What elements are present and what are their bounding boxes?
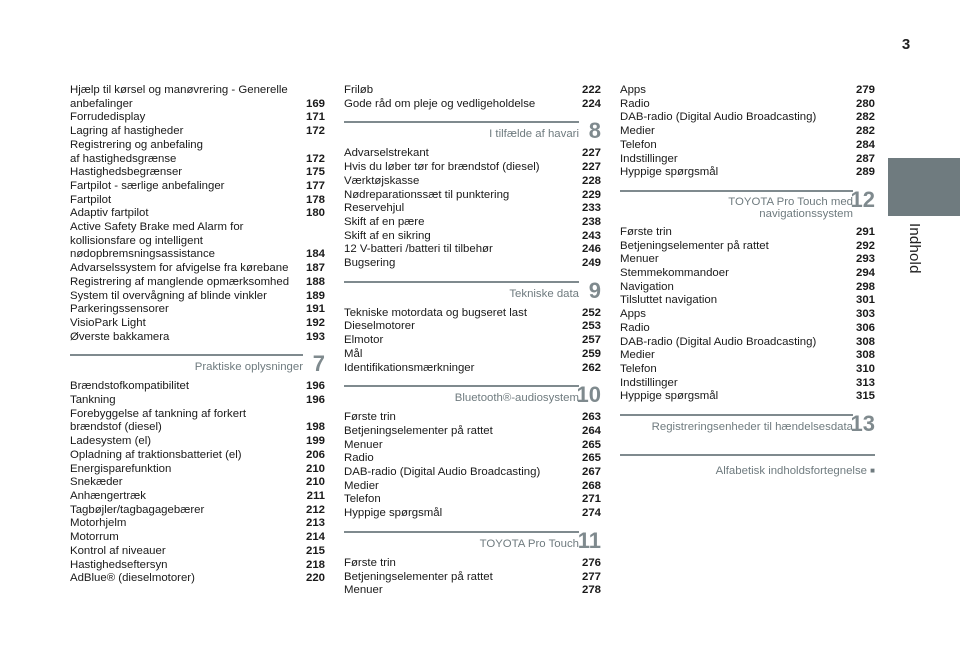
toc-entry-page: 206 [305, 448, 325, 461]
toc-entry-page: 282 [855, 125, 875, 138]
toc-entry-page: 215 [305, 544, 325, 557]
toc-entry-title: Friløb [344, 84, 374, 96]
chapter-number: 8 [588, 118, 601, 144]
chapter-tab-marker [888, 158, 960, 216]
toc-entry-title: Første trin [344, 411, 396, 424]
toc-entry-title: Bugsering [344, 257, 396, 270]
toc-entry-title: System til overvågning af blinde vinkler [70, 289, 267, 302]
toc-entry-page: 263 [581, 411, 601, 424]
toc-entry-title: Fartpilot - særlige anbefalinger [70, 179, 225, 192]
toc-entry[interactable] [620, 166, 875, 180]
toc-entry-title: Hyppige spørgsmål [620, 166, 719, 179]
chapter-number: 7 [312, 351, 325, 377]
toc-entry-page: 293 [855, 253, 875, 266]
toc-entry-page: 175 [305, 166, 325, 179]
toc-entry[interactable] [620, 377, 875, 391]
chapter-header[interactable] [620, 188, 875, 226]
chapter-title: Registreringsenheder til hændelsesdata [651, 421, 853, 434]
chapter-number: 13 [850, 411, 875, 437]
chapter-title: I tilfælde af havari [489, 128, 579, 141]
toc-entry-title: Apps [620, 308, 646, 321]
toc-entry-page: 303 [855, 308, 875, 321]
chapter-divider [620, 414, 853, 416]
toc-entry-page: 224 [581, 97, 601, 110]
toc-entry-title: 12 V-batteri /batteri til tilbehør [344, 243, 493, 256]
toc-entry[interactable] [344, 202, 601, 216]
toc-entry-title: Motorhjelm [70, 517, 127, 530]
toc-entry[interactable] [70, 139, 325, 166]
toc-entry-title: Elmotor [344, 334, 384, 347]
toc-entry[interactable] [344, 507, 601, 521]
toc-entry-title: Hastighedseftersyn [70, 558, 168, 571]
toc-entry-page: 308 [855, 335, 875, 348]
toc-entry-title: Mål [344, 347, 363, 360]
chapter-divider [344, 121, 579, 123]
toc-entry-page: 306 [855, 321, 875, 334]
toc-entry-page: 274 [581, 507, 601, 520]
toc-entry[interactable] [70, 504, 325, 518]
toc-entry[interactable] [620, 98, 875, 112]
chapter-title: Tekniske data [509, 287, 579, 300]
toc-entry[interactable] [344, 557, 601, 571]
alphabetical-index-header[interactable] [620, 452, 875, 480]
toc-entry[interactable] [620, 253, 875, 267]
toc-entry[interactable] [70, 290, 325, 304]
toc-entry-page: 279 [855, 84, 875, 96]
toc-entry-title: Medier [344, 479, 379, 492]
toc-entry-page: 210 [305, 476, 325, 489]
toc-entry-page: 228 [581, 174, 601, 187]
chapter-header[interactable] [344, 279, 601, 307]
toc-entry[interactable] [344, 243, 601, 257]
toc-column-1 [70, 84, 325, 586]
toc-entry-title: Betjeningselementer på rattet [344, 570, 493, 583]
toc-entry-page: 199 [305, 435, 325, 448]
toc-entry-page: 227 [581, 147, 601, 160]
toc-entry-title: Tankning [70, 394, 116, 407]
chapter-number: 12 [850, 186, 875, 212]
toc-entry-title: Stemmekommandoer [620, 267, 729, 280]
toc-entry-title: VisioPark Light [70, 316, 146, 329]
toc-entry-title: Radio [620, 321, 650, 334]
toc-entry-page: 211 [306, 489, 325, 502]
toc-entry-page: 192 [305, 316, 325, 329]
toc-entry-page: 178 [305, 193, 325, 206]
toc-entry-page: 188 [305, 275, 325, 288]
toc-entry-title: Anhængertræk [70, 489, 146, 502]
toc-entry[interactable] [344, 216, 601, 230]
toc-entry-page: 282 [855, 111, 875, 124]
toc-entry[interactable] [344, 480, 601, 494]
toc-entry-title: Lagring af hastigheder [70, 125, 184, 138]
toc-entry-page: 308 [855, 349, 875, 362]
toc-entry-page: 233 [581, 202, 601, 215]
toc-entry[interactable] [344, 571, 601, 585]
toc-entry-page: 196 [305, 394, 325, 407]
toc-entry-title: Første trin [344, 556, 396, 569]
toc-entry-page: 229 [581, 188, 601, 201]
toc-entry-page: 212 [305, 503, 325, 516]
chapter-header[interactable] [344, 119, 601, 147]
toc-entry[interactable] [70, 111, 325, 125]
toc-entry[interactable] [70, 463, 325, 477]
toc-entry-page: 184 [305, 248, 325, 261]
toc-entry[interactable] [620, 336, 875, 350]
toc-entry-title: Menuer [344, 438, 383, 451]
toc-entry-title: Advarselstrekant [344, 147, 429, 160]
toc-entry-page: 252 [581, 306, 601, 319]
toc-entry-page: 243 [581, 229, 601, 242]
toc-entry-title: Snekæder [70, 476, 123, 489]
toc-entry-title: Værktøjskasse [344, 174, 420, 187]
toc-entry-title: Radio [620, 97, 650, 110]
toc-entry-title: Menuer [620, 253, 659, 266]
toc-entry-page: 301 [855, 294, 875, 307]
toc-entry-title: Indstillinger [620, 376, 678, 389]
toc-entry-page: 257 [581, 334, 601, 347]
toc-entry[interactable] [620, 139, 875, 153]
toc-entry-title: DAB-radio (Digital Audio Broadcasting) [344, 466, 541, 479]
toc-entry[interactable] [344, 147, 601, 161]
toc-entry-title: Betjeningselementer på rattet [620, 239, 769, 252]
toc-entry[interactable] [70, 276, 325, 290]
toc-entry[interactable] [344, 307, 601, 321]
toc-entry-page: 238 [581, 215, 601, 228]
toc-entry-title: Identifikationsmærkninger [344, 361, 475, 374]
toc-entry-page: 268 [581, 479, 601, 492]
toc-entry-title: Ladesystem (el) [70, 435, 152, 448]
toc-entry-page: 222 [581, 84, 601, 96]
toc-entry-title: Advarselssystem for afvigelse fra kørebane [70, 262, 289, 275]
toc-entry[interactable] [344, 257, 601, 271]
toc-entry-title: Øverste bakkamera [70, 330, 170, 343]
toc-entry-page: 292 [855, 239, 875, 252]
toc-entry-title: Forebyggelse af tankning af forkert brændstof (diesel) [70, 407, 247, 434]
toc-entry-page: 276 [581, 556, 601, 569]
toc-entry-page: 249 [581, 257, 601, 270]
toc-entry-title: Navigation [620, 280, 674, 293]
toc-entry-title: Første trin [620, 225, 672, 238]
toc-entry-title: DAB-radio (Digital Audio Broadcasting) [620, 111, 817, 124]
toc-entry-page: 210 [305, 462, 325, 475]
toc-entry-title: DAB-radio (Digital Audio Broadcasting) [620, 335, 817, 348]
toc-entry-page: 291 [855, 225, 875, 238]
toc-entry-title: Forrudedisplay [70, 111, 146, 124]
chapter-divider [344, 531, 579, 533]
toc-entry[interactable] [620, 84, 875, 98]
toc-entry[interactable] [344, 189, 601, 203]
chapter-tab-label: Indhold [906, 223, 923, 274]
toc-entry-page: 171 [305, 111, 325, 124]
toc-entry-title: Parkeringssensorer [70, 303, 169, 316]
toc-entry[interactable] [70, 380, 325, 394]
toc-entry-page: 310 [855, 362, 875, 375]
toc-entry-title: Registrering af manglende opmærksomhed [70, 275, 290, 288]
toc-entry[interactable] [70, 408, 325, 435]
toc-entry-title: Medier [620, 349, 655, 362]
toc-entry-page: 265 [581, 438, 601, 451]
toc-entry-page: 191 [305, 303, 325, 316]
toc-entry-title: Opladning af traktionsbatteriet (el) [70, 448, 242, 461]
toc-entry[interactable] [344, 334, 601, 348]
toc-entry-title: Kontrol af niveauer [70, 544, 166, 557]
chapter-header[interactable] [344, 383, 601, 411]
toc-entry-page: 262 [581, 361, 601, 374]
toc-entry-page: 169 [305, 97, 325, 110]
toc-entry-page: 227 [581, 161, 601, 174]
toc-entry[interactable] [70, 449, 325, 463]
toc-entry[interactable] [70, 476, 325, 490]
toc-entry[interactable] [620, 125, 875, 139]
toc-entry-title: Adaptiv fartpilot [70, 207, 149, 220]
toc-entry-title: Nødreparationssæt til punktering [344, 188, 510, 201]
toc-entry[interactable] [70, 517, 325, 531]
chapter-title: Praktiske oplysninger [194, 361, 303, 374]
chapter-title: Bluetooth®-audiosystem [454, 392, 579, 405]
toc-entry-page: 280 [855, 97, 875, 110]
toc-entry-title: Medier [620, 125, 655, 138]
chapter-header[interactable] [620, 412, 875, 440]
chapter-title: TOYOTA Pro Touch [479, 537, 579, 550]
toc-entry-page: 253 [581, 320, 601, 333]
toc-entry-page: 271 [581, 493, 601, 506]
toc-entry[interactable] [344, 452, 601, 466]
toc-entry-title: Skift af en pære [344, 215, 425, 228]
toc-entry-title: Motorrum [70, 531, 119, 544]
chapter-divider [620, 190, 853, 192]
toc-entry-title: Active Safety Brake med Alarm for kollisionsfare og intelligent nødopbremsningsassistance [70, 221, 244, 261]
toc-entry-page: 265 [581, 452, 601, 465]
toc-entry-page: 220 [305, 572, 325, 585]
toc-entry-page: 294 [855, 267, 875, 280]
toc-entry-page: 315 [855, 390, 875, 403]
toc-entry-title: AdBlue® (dieselmotorer) [70, 572, 195, 585]
chapter-divider [620, 454, 875, 456]
toc-entry-title: Telefon [620, 362, 657, 375]
toc-entry[interactable] [70, 166, 325, 180]
toc-entry[interactable] [70, 559, 325, 573]
toc-entry[interactable] [344, 439, 601, 453]
toc-entry-page: 278 [581, 584, 601, 597]
alphabetical-index-title [716, 465, 875, 478]
toc-entry-page: 198 [305, 421, 325, 434]
toc-entry-page: 193 [305, 330, 325, 343]
toc-entry[interactable] [344, 230, 601, 244]
toc-entry-page: 284 [855, 138, 875, 151]
toc-entry-page: 180 [305, 207, 325, 220]
toc-entry[interactable] [344, 493, 601, 507]
chapter-header[interactable] [344, 529, 601, 557]
toc-entry-title: Telefon [344, 493, 381, 506]
toc-entry[interactable] [620, 281, 875, 295]
toc-entry[interactable] [344, 466, 601, 480]
toc-entry-page: 214 [305, 531, 325, 544]
toc-entry[interactable] [344, 320, 601, 334]
toc-entry[interactable] [344, 362, 601, 376]
toc-entry-title: Registrering og anbefaling af hastighedsgrænse [70, 138, 203, 165]
toc-entry[interactable] [70, 221, 325, 262]
toc-entry-page: 298 [855, 280, 875, 293]
toc-entry[interactable] [70, 490, 325, 504]
toc-entry[interactable] [620, 363, 875, 377]
toc-entry-title: Hyppige spørgsmål [620, 390, 719, 403]
toc-entry-page: 277 [581, 570, 601, 583]
toc-entry[interactable] [70, 303, 325, 317]
alphabetical-index-label: Alfabetisk indholdsfortegnelse [715, 465, 867, 478]
toc-entry[interactable] [70, 331, 325, 345]
toc-entry-title: Gode råd om pleje og vedligeholdelse [344, 97, 536, 110]
toc-entry[interactable] [620, 153, 875, 167]
toc-entry-page: 196 [305, 380, 325, 393]
toc-entry-title: Hastighedsbegrænser [70, 166, 183, 179]
chapter-number: 11 [577, 527, 601, 553]
toc-entry[interactable] [344, 98, 601, 112]
toc-entry[interactable] [70, 125, 325, 139]
toc-entry-page: 259 [581, 347, 601, 360]
chapter-header[interactable] [70, 352, 325, 380]
chapter-divider [70, 354, 303, 356]
toc-entry-title: Betjeningselementer på rattet [344, 424, 493, 437]
toc-entry-page: 172 [305, 152, 325, 165]
toc-entry-page: 218 [305, 558, 325, 571]
toc-entry[interactable] [344, 411, 601, 425]
toc-entry[interactable] [620, 294, 875, 308]
toc-entry[interactable] [620, 390, 875, 404]
toc-entry[interactable] [70, 394, 325, 408]
toc-entry[interactable] [70, 84, 325, 111]
toc-entry-title: Skift af en sikring [344, 229, 431, 242]
toc-entry[interactable] [344, 348, 601, 362]
toc-column-2 [344, 84, 601, 598]
page-number: 3 [901, 36, 911, 53]
toc-entry-page: 177 [305, 179, 325, 192]
chapter-number: 9 [588, 277, 601, 303]
toc-entry-title: Brændstofkompatibilitet [70, 380, 190, 393]
toc-entry[interactable] [70, 262, 325, 276]
toc-entry[interactable] [70, 531, 325, 545]
toc-entry-page: 187 [305, 262, 325, 275]
chapter-divider [344, 281, 579, 283]
chapter-number: 10 [576, 382, 601, 408]
toc-entry[interactable] [70, 317, 325, 331]
toc-entry[interactable] [70, 545, 325, 559]
toc-entry-page: 287 [855, 152, 875, 165]
toc-entry[interactable] [70, 435, 325, 449]
toc-entry-title: Tagbøjler/tagbagagebærer [70, 503, 205, 516]
end-marker-icon: ■ [870, 466, 875, 476]
toc-entry[interactable] [344, 425, 601, 439]
toc-entry-title: Fartpilot [70, 193, 112, 206]
toc-entry-title: Hyppige spørgsmål [344, 507, 443, 520]
toc-entry[interactable] [620, 308, 875, 322]
toc-column-3 [620, 84, 875, 480]
toc-entry[interactable] [344, 84, 601, 98]
toc-entry-page: 189 [305, 289, 325, 302]
toc-entry[interactable] [344, 175, 601, 189]
toc-entry[interactable] [620, 111, 875, 125]
toc-entry-page: 267 [581, 466, 601, 479]
toc-entry[interactable] [70, 180, 325, 194]
toc-entry-title: Apps [620, 84, 646, 96]
toc-entry-title: Tekniske motordata og bugseret last [344, 306, 527, 319]
toc-entry-title: Indstillinger [620, 152, 678, 165]
toc-entry-title: Telefon [620, 138, 657, 151]
toc-entry-page: 246 [581, 243, 601, 256]
toc-entry-title: Menuer [344, 584, 383, 597]
toc-entry[interactable] [70, 572, 325, 586]
chapter-title: TOYOTA Pro Touch med navigationssystem [728, 195, 853, 221]
toc-entry-title: Dieselmotorer [344, 320, 415, 333]
toc-entry[interactable] [620, 349, 875, 363]
toc-entry-page: 264 [581, 424, 601, 437]
toc-entry-title: Reservehjul [344, 202, 405, 215]
toc-entry-page: 172 [305, 125, 325, 138]
toc-entry-page: 289 [855, 166, 875, 179]
toc-entry[interactable] [344, 584, 601, 598]
toc-entry-title: Hjælp til kørsel og manøvrering - Generelle anbefalinger [70, 84, 288, 110]
toc-entry-title: Hvis du løber tør for brændstof (diesel) [344, 161, 540, 174]
toc-entry[interactable] [620, 322, 875, 336]
toc-entry-page: 313 [855, 376, 875, 389]
chapter-divider [344, 385, 579, 387]
toc-entry-title: Tilsluttet navigation [620, 294, 718, 307]
toc-entry[interactable] [344, 161, 601, 175]
toc-entry-page: 213 [305, 517, 325, 530]
toc-entry[interactable] [70, 194, 325, 208]
toc-entry[interactable] [70, 207, 325, 221]
toc-entry[interactable] [620, 267, 875, 281]
toc-entry[interactable] [620, 240, 875, 254]
toc-entry-title: Radio [344, 452, 374, 465]
toc-entry[interactable] [620, 226, 875, 240]
toc-entry-title: Energisparefunktion [70, 462, 172, 475]
